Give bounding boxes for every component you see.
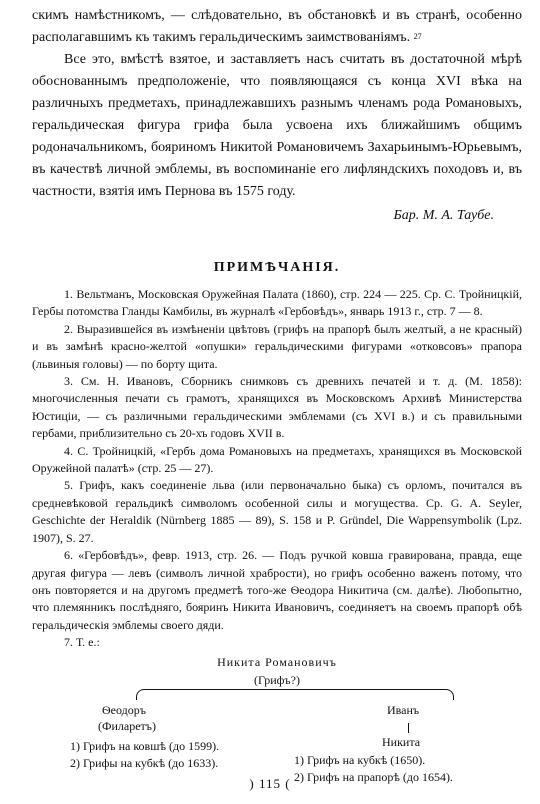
tree-left-item-1: 1) Грифъ на ковшѣ (до 1599). — [70, 738, 220, 753]
page-number: ) 115 ( — [249, 776, 291, 791]
tree-right-item-2: 2) Грифъ на прапорѣ (до 1654). — [294, 769, 453, 784]
note-7: 7. Т. е.: — [64, 635, 100, 650]
tree-left-name: Ѳеодоръ — [102, 702, 146, 717]
notes-list — [32, 286, 522, 652]
tree-root-name: Никита Романовичъ — [217, 654, 337, 669]
footnote-marker-27: 27 — [413, 32, 422, 41]
paragraph-1 — [32, 5, 522, 49]
tree-connector-line — [408, 723, 409, 733]
tree-right-name: Иванъ — [387, 702, 420, 717]
note-4: 4. С. Тройницкій, «Гербъ дома Романовыхъ на предметахъ, хранящихся въ Московской Оружейной палатѣ» (стр. 25 — 27). — [32, 443, 522, 476]
tree-right-item-1: 1) Грифъ на кубкѣ (1650). — [294, 752, 426, 767]
note-6: 6. «Гербовѣдъ», февр. 1913, стр. 26. — Подъ ручкой ковша гравирована, правда, еще другая фигура — левъ (символъ личной храбрости), но грифъ особенно важенъ потому, что онъ повторяется и на другомъ предметѣ того-же Ѳеодора Никитича (см. далѣе). Любопытно, что племянникъ послѣдняго, бояринъ Никита Ивановичъ, соединяетъ на своемъ прапорѣ обѣ геральдическія эмблемы своего дяди. — [32, 548, 522, 632]
note-1: 1. Вельтманъ, Московская Оружейная Палата (1860), стр. 224 — 225. Ср. С. Тройницкій, Гербы потомства Гланды Камбилы, въ журналѣ «Гербовѣдъ», январь 1913 г., стр. 7 — 8. — [32, 287, 522, 319]
note-3: 3. См. Н. Ивановъ, Сборникъ снимковъ съ древнихъ печатей и т. д. (М. 1858): многочисленныя печати съ грамотъ, хранящихся въ Московскомъ Архивѣ Министерства Юстиціи, — съ различными геральдическими эмблемами (съ XVI в.) и съ правильными гербами, приблизительно съ 20-хъ годовъ XVII в. — [32, 374, 522, 441]
tree-root-sub: (Грифъ?) — [254, 672, 300, 687]
tree-right-child: Никита — [382, 734, 421, 749]
tree-brace — [136, 689, 454, 700]
main-text — [32, 5, 522, 227]
tree-left-item-2: 2) Грифы на кубкѣ (до 1633). — [70, 755, 219, 770]
author-signature: Бар. М. А. Таубе. — [393, 208, 494, 223]
tree-left-sub: (Филаретъ) — [98, 718, 156, 733]
paragraph-2: Все это, вмѣстѣ взятое, и заставляетъ насъ считать въ достаточной мѣрѣ обоснованнымъ предположеніе, что появляющаяся съ конца XVI вѣка на различныхъ предметахъ, принадлежавшихъ разнымъ членамъ рода Романовыхъ, геральдическая фигура грифа была усвоена ихъ ближайшимъ общимъ родоначальникомъ, бояриномъ Никитой Романовичемъ Захарьинымъ-Юрьевымъ, въ качествѣ личной эмблемы, въ воспоминаніе его лифляндскихъ походовъ и, въ частности, взятія имъ Пернова въ 1575 году. — [32, 52, 522, 199]
note-2: 2. Выразившейся въ измѣненіи цвѣтовъ (грифъ на прапорѣ былъ желтый, а не красный) и въ замѣнѣ красно-желтой «опушки» геральдическими фигурами «отковсовъ» прапора (львиныя головы) — по борту щита. — [32, 321, 522, 371]
paragraph-1-text: скимъ намѣстникомъ, — слѣдовательно, въ обстановкѣ и въ странѣ, особенно располагавшимъ къ такимъ геральдическимъ заимствованіямъ. — [32, 8, 522, 45]
notes-heading: ПРИМѢЧАНІЯ. — [213, 260, 341, 275]
note-5: 5. Грифъ, какъ соединеніе льва (или первоначально быка) съ орломъ, почитался въ средневѣковой геральдикѣ символомъ особенной силы и могущества. Ср. G. A. Seyler, Geschichte der Heraldik (Nürnberg 1885 — 89), S. 158 и P. Gründel, Die Wappensymbolik (Lpz. 1907), S. 27. — [32, 478, 522, 545]
